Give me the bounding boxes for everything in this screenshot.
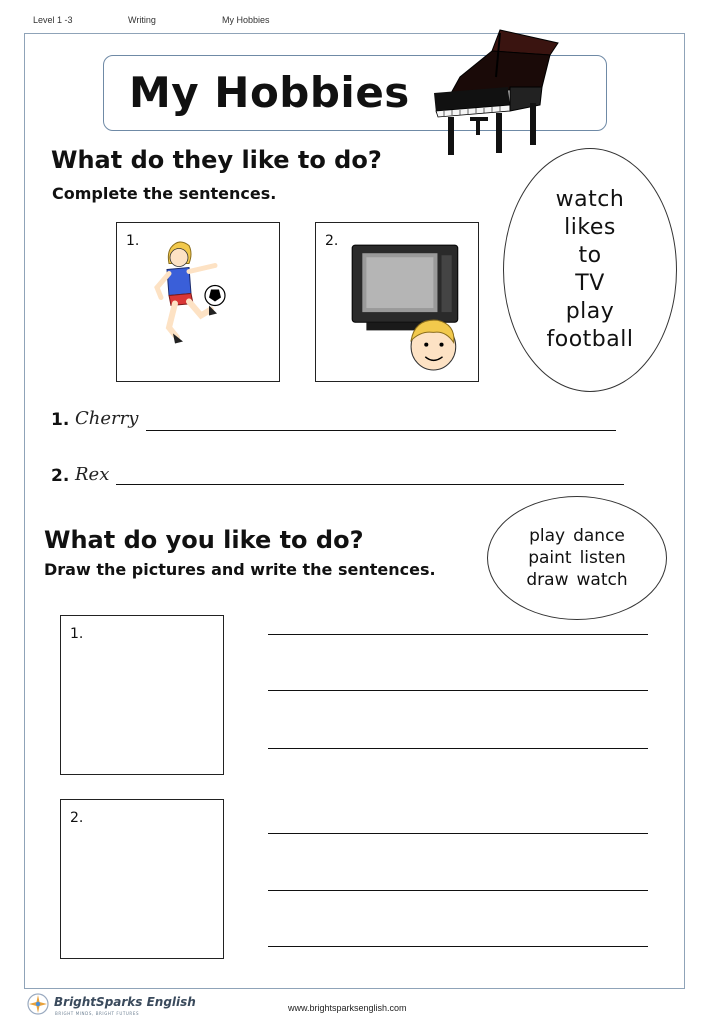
girl-kicking-soccer-ball-icon bbox=[149, 235, 249, 360]
section2-instruction: Draw the pictures and write the sentences. bbox=[44, 560, 436, 579]
grand-piano-icon bbox=[430, 25, 560, 160]
word-bank-row bbox=[525, 525, 629, 547]
section1-instruction: Complete the sentences. bbox=[52, 184, 277, 203]
word-bank-word: watch bbox=[555, 187, 625, 212]
writing-line[interactable] bbox=[268, 748, 648, 749]
answer-line[interactable] bbox=[146, 430, 616, 431]
drawing-number: 2. bbox=[70, 810, 84, 826]
word-bank-word: watch bbox=[576, 570, 628, 590]
word-bank-word: play bbox=[529, 526, 566, 546]
writing-line[interactable] bbox=[268, 946, 648, 947]
header-level: Level 1 -3 bbox=[33, 15, 73, 25]
picture-box-1 bbox=[116, 222, 280, 382]
picture-number: 1. bbox=[126, 233, 140, 249]
word-bank-word: draw bbox=[526, 570, 569, 590]
word-bank-word: listen bbox=[579, 548, 626, 568]
section2-heading: What do you like to do? bbox=[44, 526, 364, 554]
section1-heading: What do they like to do? bbox=[51, 146, 382, 174]
boy-with-television-icon bbox=[346, 239, 468, 371]
word-bank-word: play bbox=[565, 299, 615, 324]
word-bank-row bbox=[524, 547, 630, 569]
word-bank-word: dance bbox=[573, 526, 625, 546]
sentence-number: 1. bbox=[51, 410, 70, 430]
sentence-number: 2. bbox=[51, 466, 70, 486]
writing-line[interactable] bbox=[268, 690, 648, 691]
sentence-starter: Cherry bbox=[75, 408, 139, 429]
writing-line[interactable] bbox=[268, 634, 648, 635]
brightsparks-logo-icon bbox=[26, 992, 50, 1016]
answer-line[interactable] bbox=[116, 484, 624, 485]
writing-line[interactable] bbox=[268, 833, 648, 834]
footer-url[interactable]: www.brightsparksenglish.com bbox=[288, 1003, 407, 1013]
word-bank-word: paint bbox=[528, 548, 572, 568]
picture-box-2 bbox=[315, 222, 479, 382]
word-bank-word: football bbox=[546, 327, 634, 352]
word-bank-word: to bbox=[578, 243, 602, 268]
writing-line[interactable] bbox=[268, 890, 648, 891]
header-skill: Writing bbox=[128, 15, 156, 25]
word-bank-2 bbox=[487, 496, 667, 620]
drawing-box-2[interactable] bbox=[60, 799, 224, 959]
word-bank-row bbox=[522, 569, 631, 591]
word-bank-word: likes bbox=[564, 215, 616, 240]
drawing-box-1[interactable] bbox=[60, 615, 224, 775]
header-topic: My Hobbies bbox=[222, 15, 270, 25]
word-bank-word: TV bbox=[575, 271, 605, 296]
word-bank-1 bbox=[503, 148, 677, 392]
drawing-number: 1. bbox=[70, 626, 84, 642]
picture-number: 2. bbox=[325, 233, 339, 249]
page-title: My Hobbies bbox=[129, 68, 410, 117]
brand-tagline: BRIGHT MINDS, BRIGHT FUTURES bbox=[55, 1011, 140, 1016]
sentence-starter: Rex bbox=[75, 464, 110, 485]
brand-name: BrightSparks English bbox=[54, 995, 196, 1009]
